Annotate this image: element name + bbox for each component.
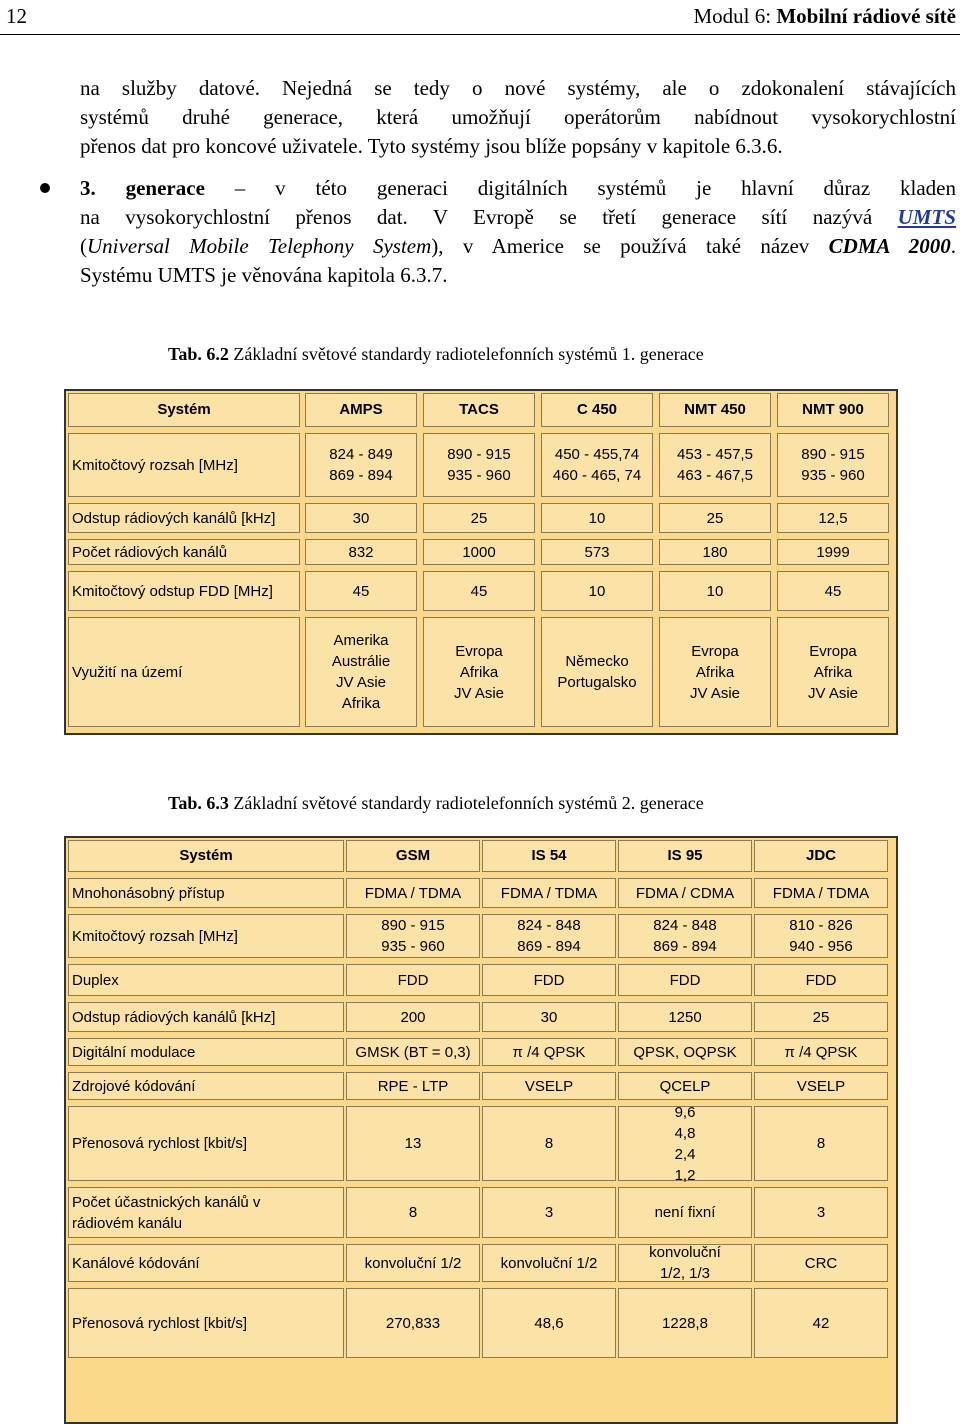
cell-text: 8 [816, 1135, 826, 1152]
row-label-cell [68, 539, 300, 565]
row-label-cell [68, 571, 300, 611]
intro-paragraph [80, 74, 956, 161]
row-label-cell [68, 1187, 344, 1238]
cell-text: 832 [348, 543, 374, 561]
row-label-cell [68, 1244, 344, 1282]
cell-text: Kmitočtový rozsah [MHz] [72, 927, 238, 945]
cell-text: π /4 QPSK [784, 1043, 858, 1061]
table-header-cell [305, 393, 417, 427]
row-label-cell [68, 1106, 344, 1181]
cell-text: 1999 [816, 543, 850, 561]
cell-text: 1000 [462, 543, 496, 561]
cell-text: JDC [805, 847, 836, 864]
table-cell [482, 914, 616, 958]
cell-text: AMPS [339, 401, 383, 418]
cell-text: Afrika [459, 663, 499, 681]
cell-text: 935 - 960 [447, 467, 511, 484]
umts-link[interactable]: UMTS [897, 205, 956, 229]
table-cell [754, 1106, 888, 1181]
cell-text: GMSK (BT = 0,3) [355, 1043, 471, 1061]
table-cell [659, 617, 771, 727]
cell-text: 824 - 848 [517, 917, 581, 934]
cell-text: 935 - 960 [801, 467, 865, 484]
cell-text: 573 [584, 543, 610, 561]
cell-text: Odstup rádiových kanálů [kHz] [72, 1008, 276, 1026]
table-cell [346, 914, 480, 958]
cell-text: JV Asie [453, 684, 505, 702]
cell-text: Portugalsko [557, 674, 637, 691]
cell-text: 460 - 465, 74 [552, 467, 642, 484]
table-cell [346, 878, 480, 908]
table-cell [541, 503, 653, 533]
table-cell [754, 1038, 888, 1066]
cell-text: 12,5 [818, 509, 848, 527]
table-cell [618, 1072, 752, 1100]
table-cell [777, 571, 889, 611]
table-cell [659, 571, 771, 611]
page-number: 12 [6, 4, 27, 28]
table-cell [659, 503, 771, 533]
table-cell [541, 571, 653, 611]
cell-text: Počet účastnických kanálů v [72, 1193, 261, 1211]
table-header-cell [777, 393, 889, 427]
table-header-cell [618, 840, 752, 872]
cell-text: 869 - 894 [653, 938, 717, 955]
table-cell [777, 433, 889, 497]
table-cell [618, 1002, 752, 1032]
table2-caption: Tab. 6.3 Základní světové standardy radiotelefonních systémů 2. generace [168, 793, 704, 813]
row-label-cell [68, 1038, 344, 1066]
cell-text: 9,6 [674, 1103, 696, 1121]
row-label-cell [68, 1072, 344, 1100]
table-cell [423, 617, 535, 727]
cell-text: FDD [669, 971, 701, 989]
cell-text: není fixní [654, 1204, 716, 1221]
cell-text: 30 [352, 509, 370, 527]
cell-text: Evropa [809, 642, 857, 660]
bullet-heading: 3. generace [80, 176, 205, 200]
table-cell [659, 433, 771, 497]
table-cell [305, 539, 417, 565]
cell-text: JV Asie [807, 684, 859, 702]
table-cell [482, 878, 616, 908]
cell-text: 8 [408, 1204, 418, 1221]
table-body [64, 836, 898, 1424]
cell-text: 10 [588, 509, 606, 527]
table-cell [754, 1072, 888, 1100]
table-cell [777, 539, 889, 565]
cell-text: Přenosová rychlost [kbit/s] [72, 1314, 248, 1332]
row-label-cell [68, 964, 344, 996]
cell-text: IS 54 [531, 847, 567, 864]
cell-text: 890 - 915 [381, 917, 445, 934]
table-header-cell [541, 393, 653, 427]
table-cell [754, 1002, 888, 1032]
table-cell [482, 1072, 616, 1100]
cell-text: Odstup rádiových kanálů [kHz] [72, 509, 276, 527]
cell-text: Kmitočtový odstup FDD [MHz] [72, 582, 273, 600]
cell-text: 810 - 826 [789, 917, 853, 934]
cell-text: Afrika [813, 663, 853, 681]
table-cell [423, 539, 535, 565]
cell-text: QCELP [659, 1077, 711, 1095]
paragraph-line: přenos dat pro koncové uživatele. Tyto systémy jsou blíže popsány v kapitole 6.3.6. [80, 134, 783, 158]
cell-text: 890 - 915 [801, 446, 865, 463]
table-cell [618, 964, 752, 996]
cell-text: 463 - 467,5 [677, 467, 753, 484]
table-cell [618, 1187, 752, 1238]
cell-text: 2,4 [674, 1145, 696, 1163]
cell-text: 25 [706, 509, 724, 527]
cell-text: 25 [470, 509, 488, 527]
cell-text: TACS [459, 401, 499, 418]
table-cell [482, 1244, 616, 1282]
cell-text: 940 - 956 [789, 938, 853, 955]
cell-text: konvoluční [649, 1244, 721, 1261]
table1-caption: Tab. 6.2 Základní světové standardy radiotelefonních systémů 1. generace [168, 344, 704, 364]
cell-text: 935 - 960 [381, 938, 445, 955]
table-header-cell [68, 840, 344, 872]
cell-text: C 450 [576, 401, 618, 418]
cell-text: FDMA / TDMA [364, 884, 462, 902]
cell-text: 42 [812, 1314, 830, 1332]
table-header-cell [423, 393, 535, 427]
table-cell [777, 617, 889, 727]
table-cell [482, 1106, 616, 1181]
cell-text: konvoluční 1/2 [500, 1254, 598, 1272]
cell-text: Digitální modulace [72, 1043, 196, 1061]
table-cell [482, 1288, 616, 1358]
cell-text: Kmitočtový rozsah [MHz] [72, 456, 238, 474]
table-cell [754, 1187, 888, 1238]
paragraph-line: na služby datové. Nejedná se tedy o nové systémy, ale o zdokonalení stávajících [80, 76, 956, 100]
cell-text: 3 [816, 1204, 826, 1221]
table-cell [346, 1072, 480, 1100]
cell-text: Využití na území [72, 663, 183, 681]
table-cell [659, 539, 771, 565]
table-header-cell [346, 840, 480, 872]
table-cell [423, 433, 535, 497]
table-header-cell [659, 393, 771, 427]
row-label-cell [68, 1002, 344, 1032]
cell-text: Evropa [691, 642, 739, 660]
table-header-cell [754, 840, 888, 872]
cell-text: rádiovém kanálu [72, 1214, 183, 1232]
row-label-cell [68, 433, 300, 497]
cell-text: 25 [812, 1008, 830, 1026]
cell-text: FDD [397, 971, 429, 989]
table-header-cell [482, 840, 616, 872]
cell-text: 1,2 [674, 1166, 696, 1184]
table-cell [305, 571, 417, 611]
table-cell [541, 539, 653, 565]
cell-text: 890 - 915 [447, 446, 511, 463]
cell-text: 453 - 457,5 [677, 446, 753, 463]
cell-text: Přenosová rychlost [kbit/s] [72, 1135, 248, 1152]
cell-text: NMT 900 [802, 401, 864, 418]
cell-text: Afrika [695, 663, 735, 681]
cell-text: FDD [533, 971, 565, 989]
cell-text: FDD [805, 971, 837, 989]
cell-text: 180 [702, 543, 728, 561]
cell-text: Duplex [72, 971, 119, 989]
cell-text: π /4 QPSK [512, 1043, 586, 1061]
cell-text: 13 [404, 1135, 422, 1152]
table-cell [618, 1038, 752, 1066]
cell-text: VSELP [796, 1077, 846, 1095]
module-title: Modul 6: Mobilní rádiové sítě [693, 4, 956, 28]
row-label-cell [68, 1288, 344, 1358]
cell-text: IS 95 [667, 847, 703, 864]
cell-text: 10 [706, 582, 724, 600]
cell-text: 10 [588, 582, 606, 600]
table-cell [482, 964, 616, 996]
table-body [64, 389, 898, 735]
bullet-paragraph: 3. generace – v této generaci digitálních systémů je hlavní důraz kladen na vysokorychlostní přenos dat. V Evropě se třetí generace sítí nazývá UMTS (Universal Mobile Telephony System), v Americe se používá také název CDMA 2000. Systému UMTS je věnována kapitola 6.3.7. [80, 176, 956, 287]
table-cell [346, 1038, 480, 1066]
cell-text: Počet rádiových kanálů [72, 543, 228, 561]
table-cell [305, 433, 417, 497]
table-cell [777, 503, 889, 533]
cell-text: Mnohonásobný přístup [72, 884, 225, 902]
cell-text: 1250 [668, 1008, 702, 1026]
cell-text: RPE - LTP [377, 1077, 449, 1095]
table-cell [305, 503, 417, 533]
cell-text: 4,8 [674, 1124, 696, 1142]
table-header-cell [68, 393, 300, 427]
paragraph-line: systémů druhé generace, která umožňují operátorům nabídnout vysokorychlostní [80, 105, 956, 129]
table-cell [754, 1244, 888, 1282]
bullet-icon [40, 183, 50, 193]
cell-text: Afrika [341, 695, 381, 712]
table-cell [346, 964, 480, 996]
table-cell [618, 1244, 752, 1282]
row-label-cell [68, 503, 300, 533]
table-cell [346, 1002, 480, 1032]
cell-text: 824 - 848 [653, 917, 717, 934]
table-cell [618, 914, 752, 958]
cell-text: 1228,8 [662, 1314, 708, 1332]
cell-text: Systém [157, 401, 211, 418]
cell-text: JV Asie [689, 684, 741, 702]
cell-text: Kanálové kódování [72, 1254, 200, 1272]
cell-text: 270,833 [385, 1314, 441, 1332]
cell-text: VSELP [524, 1077, 574, 1095]
table-cell [346, 1288, 480, 1358]
table-cell [754, 964, 888, 996]
cell-text: 824 - 849 [329, 446, 393, 463]
table-cell [541, 617, 653, 727]
page-header [0, 0, 960, 35]
cell-text: JV Asie [335, 674, 387, 691]
table-cell [482, 1002, 616, 1032]
cell-text: QPSK, OQPSK [633, 1043, 737, 1061]
cell-text: 3 [544, 1204, 554, 1221]
cell-text: NMT 450 [684, 401, 746, 418]
table-cell [346, 1244, 480, 1282]
cell-text: FDMA / CDMA [635, 884, 735, 902]
table-cell [346, 1106, 480, 1181]
cell-text: Německo [565, 653, 629, 670]
cell-text: konvoluční 1/2 [364, 1254, 462, 1272]
cell-text: 48,6 [534, 1314, 564, 1332]
table-cell [346, 1187, 480, 1238]
table-cell [754, 878, 888, 908]
row-label-cell [68, 878, 344, 908]
cell-text: 30 [540, 1008, 558, 1026]
cell-text: 45 [470, 582, 488, 600]
cell-text: GSM [395, 847, 431, 864]
cell-text: 8 [544, 1135, 554, 1152]
table-cell [482, 1038, 616, 1066]
cell-text: FDMA / TDMA [500, 884, 598, 902]
cell-text: 869 - 894 [329, 467, 393, 484]
cell-text: Amerika [333, 632, 389, 649]
cell-text: 869 - 894 [517, 938, 581, 955]
cell-text: 450 - 455,74 [554, 446, 640, 463]
row-label-cell [68, 617, 300, 727]
cell-text: Evropa [455, 642, 503, 660]
cell-text: Austrálie [331, 653, 391, 670]
cell-text: Systém [179, 847, 233, 864]
table-cell [423, 571, 535, 611]
table-cell [754, 914, 888, 958]
table-cell [541, 433, 653, 497]
table-cell [423, 503, 535, 533]
cell-text: Zdrojové kódování [72, 1077, 196, 1095]
cell-text: 1/2, 1/3 [659, 1265, 711, 1282]
cell-text: 200 [400, 1008, 426, 1026]
cell-text: 45 [352, 582, 370, 600]
table-cell [618, 878, 752, 908]
table-cell [618, 1103, 752, 1184]
table-cell [305, 617, 417, 727]
row-label-cell [68, 914, 344, 958]
table-cell [482, 1187, 616, 1238]
cell-text: CRC [804, 1254, 838, 1272]
cell-text: FDMA / TDMA [772, 884, 870, 902]
cell-text: 45 [824, 582, 842, 600]
table-cell [618, 1288, 752, 1358]
table-cell [754, 1288, 888, 1358]
